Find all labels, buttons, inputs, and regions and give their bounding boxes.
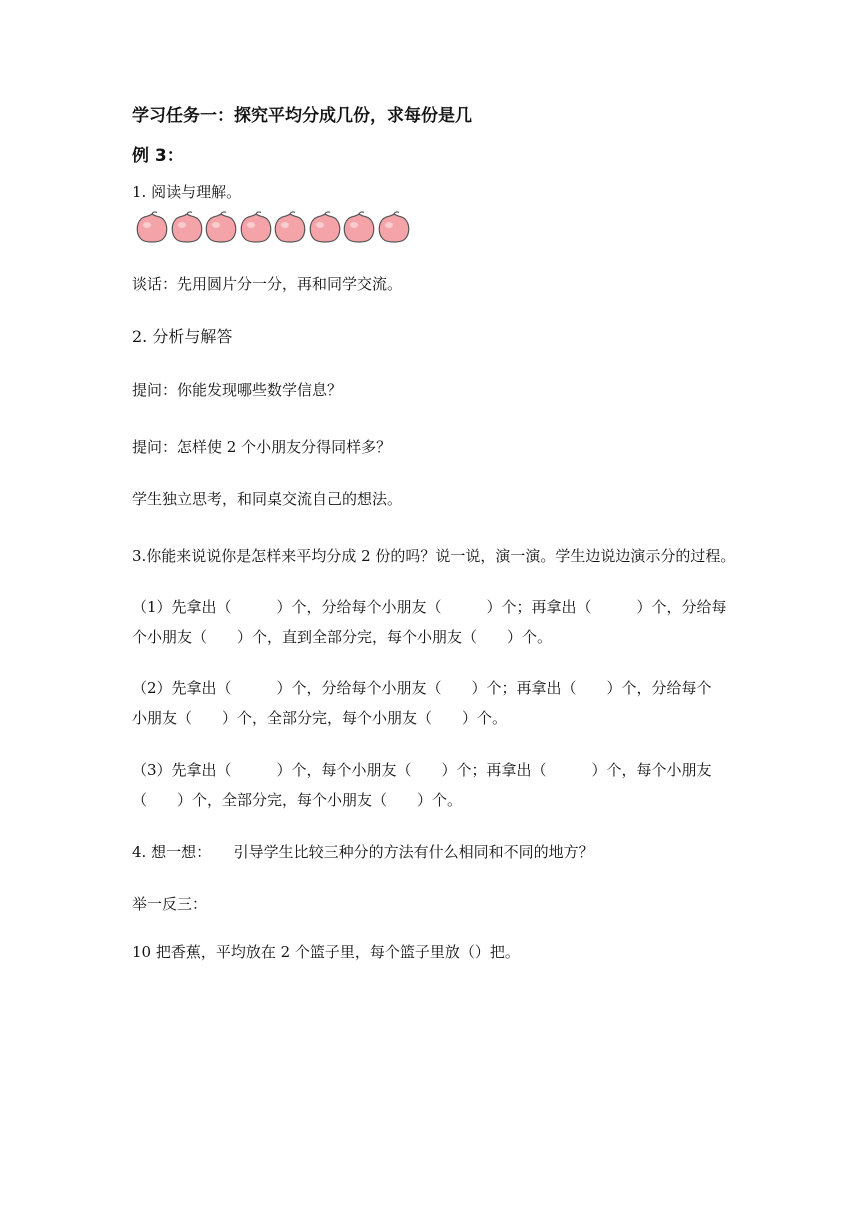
practice-question: 10 把香蕉，平均放在 2 个篮子里，每个篮子里放（）把。 xyxy=(132,943,520,961)
step-4-text: 4. 想一想： 引导学生比较三种分的方法有什么相同和不同的地方？ xyxy=(132,843,594,861)
part-1-line-1: （1）先拿出（ ）个，分给每个小朋友（ ）个；再拿出（ ）个，分给每 xyxy=(132,598,727,616)
part-3-line-1: （3）先拿出（ ）个，每个小朋友（ ）个；再拿出（ ）个，每个小朋友 xyxy=(132,761,712,779)
step-1-heading: 1. 阅读与理解。 xyxy=(132,183,242,201)
example-label: 例 3： xyxy=(132,146,184,166)
peach-icon xyxy=(308,210,343,246)
step-2-heading: 2. 分析与解答 xyxy=(132,327,233,346)
question-1: 提问：你能发现哪些数学信息？ xyxy=(132,381,343,399)
peach-icon xyxy=(204,210,239,246)
think-text: 学生独立思考，和同桌交流自己的想法。 xyxy=(132,490,403,508)
step-3-text: 3.你能来说说你是怎样来平均分成 2 份的吗？说一说，演一演。学生边说边演示分的过程。 xyxy=(132,547,736,565)
talk-text: 谈话：先用圆片分一分，再和同学交流。 xyxy=(132,275,403,293)
question-2: 提问：怎样使 2 个小朋友分得同样多？ xyxy=(132,438,392,456)
peach-icon xyxy=(170,210,205,246)
peach-icon xyxy=(342,210,377,246)
peach-icon xyxy=(239,210,274,246)
part-2-line-1: （2）先拿出（ ）个，分给每个小朋友（ ）个；再拿出（ ）个，分给每个 xyxy=(132,679,712,697)
peach-icon xyxy=(377,210,412,246)
part-1-line-2: 个小朋友（ ）个，直到全部分完，每个小朋友（ ）个。 xyxy=(132,628,553,646)
task-title: 学习任务一：探究平均分成几份，求每份是几 xyxy=(132,106,472,126)
peach-icon xyxy=(135,210,170,246)
practice-label: 举一反三： xyxy=(132,895,208,913)
peach-illustration xyxy=(135,210,411,246)
part-3-line-2: （ ）个，全部分完，每个小朋友（ ）个。 xyxy=(132,791,463,809)
peach-icon xyxy=(273,210,308,246)
part-2-line-2: 小朋友（ ）个，全部分完，每个小朋友（ ）个。 xyxy=(132,709,508,727)
